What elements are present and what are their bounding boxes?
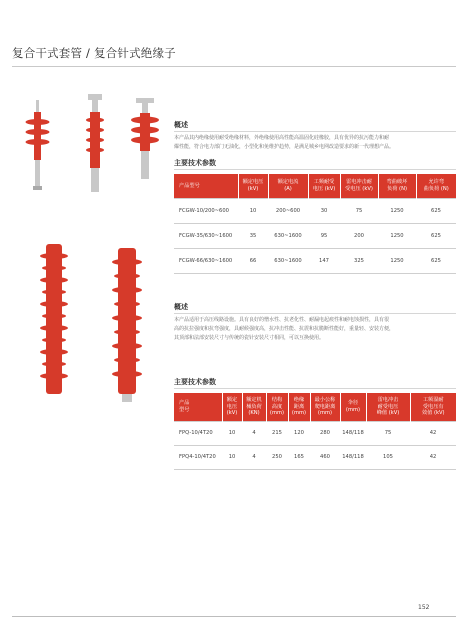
table-cell: 625 (416, 223, 456, 248)
table-row (174, 445, 456, 469)
table-header: 伞径 (mm) (340, 393, 366, 421)
table-header: 产品型号 (174, 174, 238, 198)
section2-overview-line: 高的抗拉强度和抗弯强度，具耐候强度高，抗冲击性能、抗震和抗脆断性能好，重量轻、安装方便， (174, 326, 395, 332)
table-cell: 215 (266, 421, 288, 445)
table-header: 结构 高度 (mm) (266, 393, 288, 421)
bushing-spec-table (174, 174, 456, 274)
table-header: 允许弯 曲负荷 (N) (416, 174, 456, 198)
section1-spec-heading: 主要技术参数 (174, 159, 216, 167)
table-header: 产品 型号 (174, 393, 222, 421)
pin-insulator-spec-table (174, 393, 456, 470)
title-divider (12, 66, 456, 67)
section2-overview-text (174, 316, 456, 343)
table-cell: 147 (308, 248, 340, 273)
table-cell: FCGW-10/200~600 (174, 198, 238, 223)
table-cell: 66 (238, 248, 268, 273)
table-row (174, 248, 456, 273)
table-cell: 165 (288, 445, 310, 469)
table-cell: 42 (410, 445, 456, 469)
table-cell: 105 (366, 445, 410, 469)
table-header: 额定机 械负荷 (KN) (242, 393, 266, 421)
table-cell: 630~1600 (268, 248, 308, 273)
table-row (174, 198, 456, 223)
section1-spec-divider (174, 169, 456, 170)
section1-overview-line: 爆性能，符合电力部门无油化，小型化和免维护趋势，是满足城乡电网改造要求的新一代理想产品。 (174, 144, 395, 150)
table-cell: 148/118 (340, 421, 366, 445)
table-cell: 148/118 (340, 445, 366, 469)
section1-overview-divider (174, 131, 456, 132)
table-header: 弯曲破坏 负荷 (N) (378, 174, 416, 198)
table-cell: 42 (410, 421, 456, 445)
table-cell: 280 (310, 421, 340, 445)
table-cell: 10 (238, 198, 268, 223)
table-cell: 75 (366, 421, 410, 445)
table-cell: 460 (310, 445, 340, 469)
table-header: 最小公称 爬电距离 (mm) (310, 393, 340, 421)
table-cell: 10 (222, 445, 242, 469)
table-cell: 35 (238, 223, 268, 248)
table-cell: 200 (340, 223, 378, 248)
table-cell: 1250 (378, 248, 416, 273)
table-cell: FCGW-35/630~1600 (174, 223, 238, 248)
section2-overview-line: 本产品适用于高压线路设施。具有良好的憎水性、抗老化性、耐漏电起痕性和耐电蚀损性，具有很 (174, 317, 390, 323)
table-cell: 625 (416, 198, 456, 223)
table-header: 雷电冲击 耐受电压 峰值 (kV) (366, 393, 410, 421)
table-cell: 1250 (378, 223, 416, 248)
table-cell: 10 (222, 421, 242, 445)
table-header: 雷电冲击耐 受电压 (kV) (340, 174, 378, 198)
table-header: 绝缘 距离 (mm) (288, 393, 310, 421)
page-number: 152 (418, 604, 430, 611)
section2-overview-divider (174, 313, 456, 314)
table-cell: 4 (242, 445, 266, 469)
table-header: 额定电流 (A) (268, 174, 308, 198)
table-cell: 95 (308, 223, 340, 248)
table-cell: 625 (416, 248, 456, 273)
table-cell: 4 (242, 421, 266, 445)
table-header: 额定 电压 (kV) (222, 393, 242, 421)
table-cell: FCGW-66/630~1600 (174, 248, 238, 273)
page-title: 复合干式套管 / 复合针式绝缘子 (12, 46, 176, 60)
table-cell: 630~1600 (268, 223, 308, 248)
table-cell: FPQ-10/4T20 (174, 421, 222, 445)
table-cell: 1250 (378, 198, 416, 223)
footer-divider (12, 616, 456, 617)
section2-spec-divider (174, 388, 456, 389)
table-cell: FPQ4-10/4T20 (174, 445, 222, 469)
table-row (174, 223, 456, 248)
table-cell: 120 (288, 421, 310, 445)
table-header: 工频耐受 电压 (kV) (308, 174, 340, 198)
section1-overview-line: 本产品其内绝缘使用耐受绝缘材料，外绝缘使用高性能高温固化硅橡胶，具有优异的抗污能力和耐 (174, 135, 390, 141)
bushing-product-photo (18, 92, 166, 204)
section1-overview-text (174, 134, 456, 152)
section2-overview-heading: 概述 (174, 303, 188, 311)
table-cell: 325 (340, 248, 378, 273)
section2-overview-line: 其顶部和法部安装尺寸与传统的瓷针安装尺寸相同，可以互换使用。 (174, 335, 325, 341)
table-row (174, 421, 456, 445)
table-cell: 75 (340, 198, 378, 223)
pin-insulator-product-photo (26, 238, 166, 408)
table-header: 额定电压 (kV) (238, 174, 268, 198)
section1-overview-heading: 概述 (174, 121, 188, 129)
section2-spec-heading: 主要技术参数 (174, 378, 216, 386)
table-cell: 30 (308, 198, 340, 223)
table-cell: 200~600 (268, 198, 308, 223)
table-cell: 250 (266, 445, 288, 469)
table-header: 工频湿耐 受电压有 效值 (kV) (410, 393, 456, 421)
